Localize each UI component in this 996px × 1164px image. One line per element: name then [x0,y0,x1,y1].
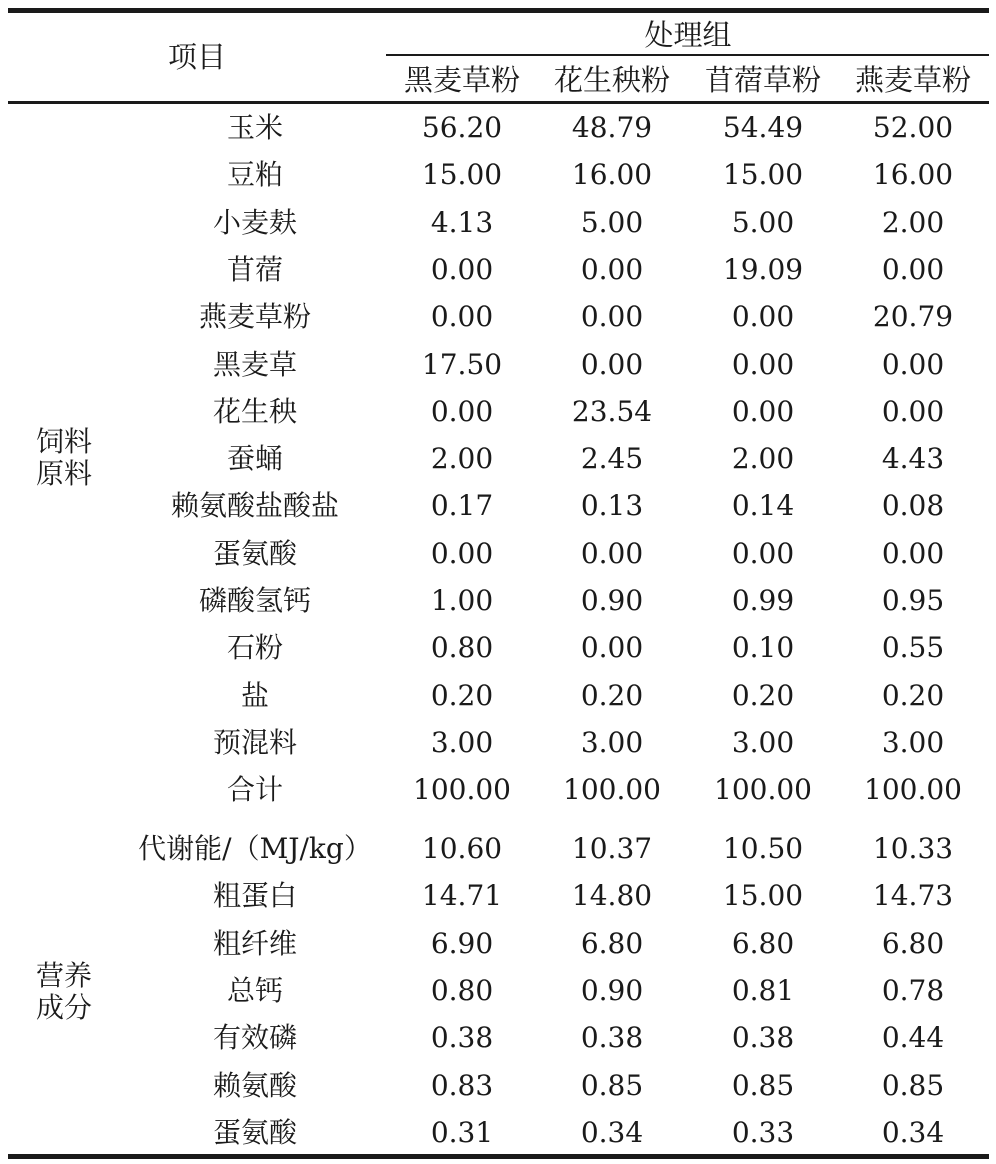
table-cell-value: 54.49 [722,111,804,144]
table-cell-value: 4.13 [430,205,494,239]
table-cell-value: 52.00 [872,111,954,144]
table-cell-value: 100.00 [563,773,661,807]
row-item-name: 小麦麸 [212,205,298,239]
table-cell-value: 0.85 [731,1068,795,1102]
table-cell-value: 0.00 [430,300,494,334]
header-bottom-rule [8,101,989,104]
table-cell-value: 0.13 [580,489,644,523]
row-item-name: 合计 [226,773,284,807]
table-cell-value: 0.34 [881,1115,945,1149]
table-cell-value: 100.00 [864,773,962,807]
header-column: 苜蓿草粉 [704,63,822,97]
section-label-line: 营养 [35,959,93,992]
table-cell-value: 0.00 [731,300,795,334]
table-cell-value: 0.38 [580,1021,644,1055]
header-item-label: 项目 [167,40,227,74]
table-cell-value: 0.83 [430,1068,494,1102]
table-cell-value: 20.79 [872,300,954,334]
table-bottom-rule [8,1154,989,1159]
table-cell-value: 2.00 [430,442,494,476]
row-item-name: 总钙 [226,973,284,1007]
row-item-name: 玉米 [226,111,284,144]
table-cell-value: 0.20 [580,678,644,712]
table-cell-value: 0.08 [881,489,945,523]
table-cell-value: 4.43 [881,442,945,476]
table-cell-value: 16.00 [872,158,954,192]
table-cell-value: 0.33 [731,1115,795,1149]
table-cell-value: 0.99 [731,584,795,617]
row-item-name: 豆粕 [226,158,284,192]
row-item-name: 粗纤维 [212,926,298,960]
table-cell-value: 0.95 [881,584,945,617]
row-item-name: 代谢能/（MJ/kg） [138,832,372,865]
table-cell-value: 2.45 [580,442,644,476]
table-cell-value: 14.73 [872,879,954,913]
table-cell-value: 1.00 [430,584,494,617]
table-cell-value: 2.00 [731,442,795,476]
table-cell-value: 0.00 [580,536,644,570]
table-cell-value: 48.79 [571,111,653,144]
header-column: 黑麦草粉 [403,63,521,97]
table-cell-value: 100.00 [714,773,812,807]
table-cell-value: 3.00 [731,725,795,759]
table-cell-value: 15.00 [722,158,804,192]
row-item-name: 黑麦草 [212,347,298,381]
table-cell-value: 0.00 [580,631,644,665]
table-cell-value: 0.31 [430,1115,494,1149]
table-cell-value: 23.54 [571,394,653,428]
table-cell-value: 0.20 [731,678,795,712]
table-cell-value: 0.80 [430,631,494,665]
table-cell-value: 0.00 [580,252,644,286]
table-cell-value: 0.38 [430,1021,494,1055]
section-label-line: 饲料 [35,425,93,458]
row-item-name: 蛋氨酸 [212,536,298,570]
table-cell-value: 5.00 [731,205,795,239]
table-cell-value: 5.00 [580,205,644,239]
table-cell-value: 6.80 [580,926,644,960]
table-cell-value: 0.00 [731,347,795,381]
table-cell-value: 0.00 [580,347,644,381]
table-cell-value: 17.50 [421,347,503,381]
table-cell-value: 0.34 [580,1115,644,1149]
table-cell-value: 6.90 [430,926,494,960]
table-cell-value: 0.20 [430,678,494,712]
table-cell-value: 10.50 [722,832,804,865]
section-label-line: 原料 [35,457,93,490]
table-cell-value: 0.85 [580,1068,644,1102]
table-cell-value: 0.44 [881,1021,945,1055]
row-item-name: 赖氨酸 [212,1068,298,1102]
table-cell-value: 0.85 [881,1068,945,1102]
table-cell-value: 0.81 [731,973,795,1007]
table-cell-value: 3.00 [881,725,945,759]
row-item-name: 预混料 [212,725,298,759]
table-cell-value: 0.00 [731,394,795,428]
table-top-rule [8,8,989,13]
header-column: 燕麦草粉 [854,63,972,97]
row-item-name: 苜蓿 [226,252,284,286]
table-cell-value: 0.10 [731,631,795,665]
table-cell-value: 16.00 [571,158,653,192]
row-item-name: 盐 [240,678,270,712]
table-cell-value: 0.20 [881,678,945,712]
row-item-name: 蚕蛹 [226,442,284,476]
table-cell-value: 19.09 [722,252,804,286]
table-cell-value: 14.80 [571,879,653,913]
table-cell-value: 0.90 [580,973,644,1007]
table-cell-value: 3.00 [580,725,644,759]
table-cell-value: 3.00 [430,725,494,759]
section-label [36,426,92,490]
table-cell-value: 0.00 [881,394,945,428]
section-label-line: 成分 [35,991,93,1024]
row-item-name: 石粉 [226,631,284,665]
table-cell-value: 0.78 [881,973,945,1007]
row-item-name: 花生秧 [212,394,298,428]
header-column: 花生秧粉 [553,63,671,97]
table-cell-value: 100.00 [413,773,511,807]
table-cell-value: 0.17 [430,489,494,523]
table-cell-value: 56.20 [421,111,503,144]
section-label [36,960,92,1024]
table-cell-value: 0.55 [881,631,945,665]
row-item-name: 赖氨酸盐酸盐 [170,489,340,523]
table-cell-value: 0.00 [430,394,494,428]
header-group-label: 处理组 [644,18,732,52]
table-cell-value: 0.14 [731,489,795,523]
table-cell-value: 0.80 [430,973,494,1007]
table-cell-value: 0.00 [430,536,494,570]
row-item-name: 磷酸氢钙 [198,584,312,617]
table-cell-value: 2.00 [881,205,945,239]
table-cell-value: 10.60 [421,832,503,865]
row-item-name: 蛋氨酸 [212,1115,298,1149]
table-cell-value: 14.71 [421,879,503,913]
row-item-name: 粗蛋白 [212,879,298,913]
table-cell-value: 6.80 [881,926,945,960]
row-item-name: 燕麦草粉 [198,300,312,334]
table-cell-value: 0.00 [731,536,795,570]
row-item-name: 有效磷 [212,1021,298,1055]
table-cell-value: 0.00 [881,347,945,381]
table-cell-value: 10.37 [571,832,653,865]
table-cell-value: 0.00 [580,300,644,334]
table-cell-value: 0.00 [881,252,945,286]
table-cell-value: 0.90 [580,584,644,617]
table-cell-value: 10.33 [872,832,954,865]
table-cell-value: 6.80 [731,926,795,960]
table-cell-value: 15.00 [722,879,804,913]
table-cell-value: 15.00 [421,158,503,192]
table-cell-value: 0.00 [881,536,945,570]
table-cell-value: 0.38 [731,1021,795,1055]
group-header-rule [386,54,989,56]
table-cell-value: 0.00 [430,252,494,286]
